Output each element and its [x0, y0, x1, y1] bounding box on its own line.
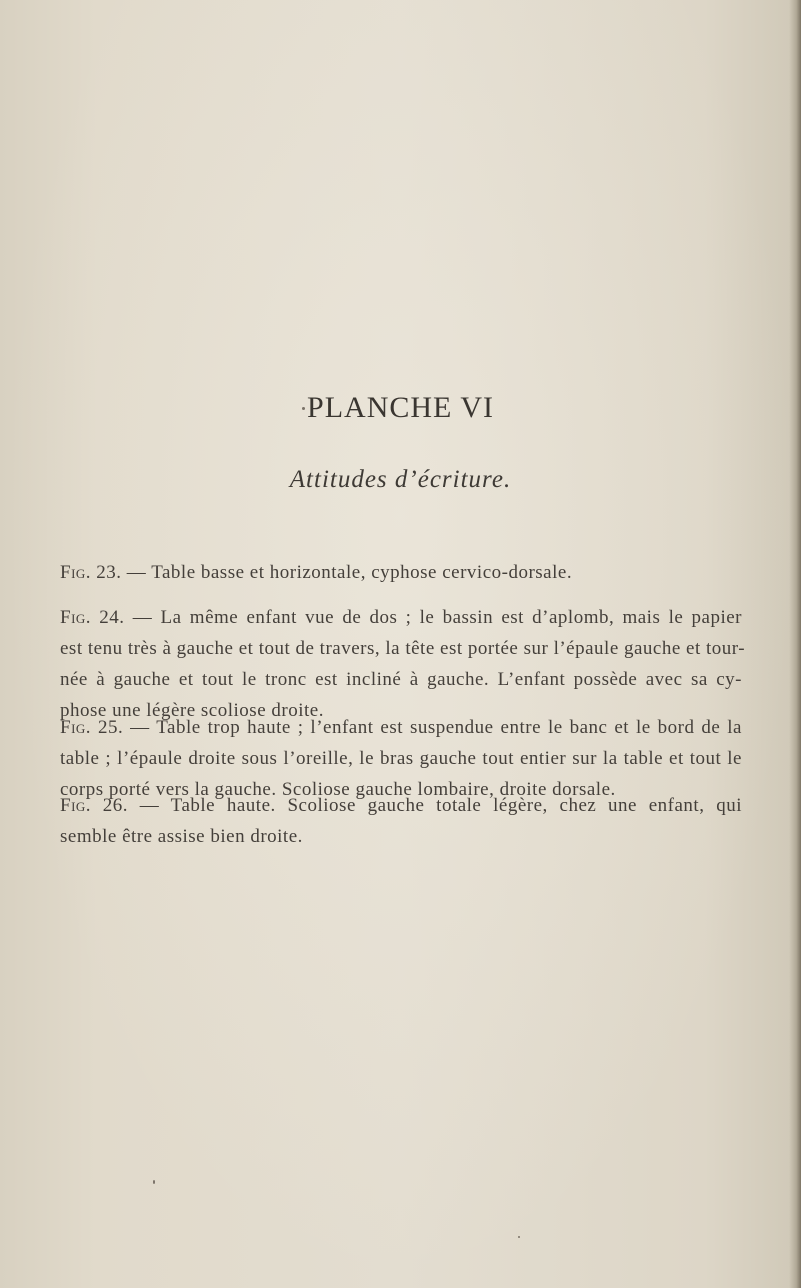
- caption-line: semble être assise bien droite.: [60, 826, 303, 847]
- paper-speck: [518, 1236, 520, 1238]
- caption-text: — Table haute. Scoliose gauche totale légère, chez une enfant, qui: [139, 795, 742, 816]
- plate-title: PLANCHE VI: [307, 391, 494, 424]
- figure-label: Fig. 23.: [60, 562, 122, 583]
- plate-subtitle: Attitudes d’écriture.: [289, 466, 512, 493]
- caption-text: — Table basse et horizontale, cyphose cervico-dorsale.: [126, 562, 573, 583]
- caption-line: phose une légère scoliose droite.: [60, 700, 324, 721]
- caption-line: [60, 790, 742, 821]
- caption-text: — Table trop haute ; l’enfant est suspendue entre le banc et le bord de la: [130, 717, 742, 738]
- figure-caption-24: [60, 602, 746, 726]
- caption-line: [60, 557, 742, 588]
- figure-caption-23: [60, 557, 742, 588]
- figure-label: Fig. 25.: [60, 717, 124, 738]
- caption-line: est tenu très à gauche et tout de travers, la tête est portée sur l’épaule gauche et tour-: [60, 638, 746, 659]
- caption-line: [60, 712, 742, 743]
- caption-text: — La même enfant vue de dos ; le bassin est d’aplomb, mais le papier: [132, 607, 743, 628]
- paper-speck: [153, 1180, 155, 1184]
- caption-line: corps porté vers la gauche. Scoliose gauche lombaire, droite dorsale.: [60, 779, 616, 800]
- figure-label: Fig. 26.: [60, 795, 129, 816]
- caption-line: née à gauche et tout le tronc est incliné à gauche. L’enfant possède avec sa cy-: [60, 669, 742, 690]
- figure-caption-26: [60, 790, 742, 852]
- caption-line: [60, 602, 742, 633]
- paper-speck: [302, 407, 305, 410]
- page-edge-shadow: [789, 0, 801, 1288]
- caption-line: table ; l’épaule droite sous l’oreille, le bras gauche tout entier sur la table et tout le: [60, 748, 742, 769]
- figure-label: Fig. 24.: [60, 607, 125, 628]
